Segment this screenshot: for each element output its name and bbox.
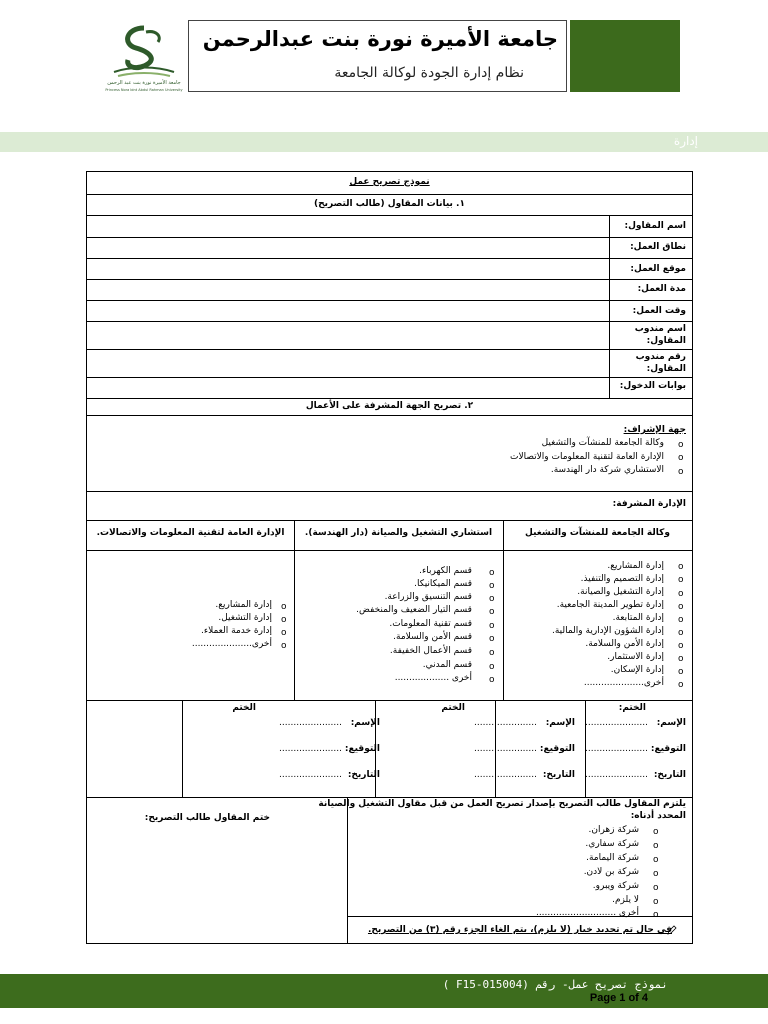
it-item: أخرى..................... xyxy=(191,639,272,649)
bullet-icon: o xyxy=(678,667,684,677)
rep-name-label: اسم مندوب xyxy=(634,324,686,334)
header-title-box xyxy=(188,20,567,92)
bullet-icon: o xyxy=(653,841,659,851)
consultant-item: قسم التنسيق والزراعة. xyxy=(384,592,472,602)
system-subtitle: نظام إدارة الجودة لوكالة الجامعة xyxy=(334,65,524,81)
facilities-item: إدارة التشغيل والصيانة. xyxy=(577,587,664,597)
rep-name-label-2: المقاول: xyxy=(646,336,686,346)
bullet-icon: o xyxy=(281,628,287,638)
date-label-3: التاريخ: xyxy=(347,770,380,780)
sign-label-2: التوقيع: xyxy=(539,744,575,754)
sign-blank-2: ...................... xyxy=(474,744,537,754)
bullet-icon: o xyxy=(489,675,495,685)
it-item: إدارة التشغيل. xyxy=(218,613,272,623)
bullet-icon: o xyxy=(678,654,684,664)
sign-label-3: التوقيع: xyxy=(344,744,380,754)
svg-text:جامعة الأميرة نورة بنت عبد الر: جامعة الأميرة نورة بنت عبد الرحمن xyxy=(107,80,181,86)
it-item: إدارة المشاريع. xyxy=(215,600,272,610)
obligation-text-2: المحدد أدناه: xyxy=(630,811,686,821)
section-2-heading: ٢. تصريح الجهة المشرفة على الأعمال xyxy=(305,401,474,411)
header-brand-block xyxy=(570,20,680,92)
stamp-label-2: الختم xyxy=(441,703,465,713)
bullet-icon: o xyxy=(489,648,495,658)
facilities-item: إدارة الاستثمار. xyxy=(607,652,664,662)
it-item: إدارة خدمة العملاء. xyxy=(201,626,272,636)
facilities-item: إدارة تطوير المدينة الجامعية. xyxy=(556,600,664,610)
stamp-label-3: الختم xyxy=(232,703,256,713)
column-header-consultant: استشاري التشغيل والصيانة (دار الهندسة). xyxy=(304,528,493,538)
operator-option: شركة سفاري. xyxy=(585,839,639,849)
name-label-2: الإسم: xyxy=(545,718,575,728)
operator-option: لا يلزم. xyxy=(612,895,639,905)
name-blank-2: ...................... xyxy=(474,718,537,728)
consultant-item: قسم الأعمال الخفيفة. xyxy=(389,646,472,656)
sign-blank-3: ...................... xyxy=(279,744,342,754)
column-header-facilities: وكالة الجامعة للمنشآت والتشغيل xyxy=(525,528,670,538)
bullet-icon: o xyxy=(678,602,684,612)
bullet-icon: o xyxy=(678,628,684,638)
bullet-icon: o xyxy=(678,562,684,572)
bullet-icon: o xyxy=(489,581,495,591)
work-scope-label: نطاق العمل: xyxy=(630,242,686,252)
facilities-item: إدارة الشؤون الإدارية والمالية. xyxy=(551,626,664,636)
contractor-name-label: اسم المقاول: xyxy=(624,221,686,231)
consultant-item: قسم تقنية المعلومات. xyxy=(389,619,472,629)
sign-blank-1: ...................... xyxy=(585,744,648,754)
facilities-item: إدارة المتابعة. xyxy=(612,613,664,623)
bullet-icon: o xyxy=(653,897,659,907)
rep-number-label-2: المقاول: xyxy=(646,364,686,374)
bullet-icon: o xyxy=(678,589,684,599)
supervision-option: الاستشاري شركة دار الهندسة. xyxy=(550,465,664,475)
bullet-icon: o xyxy=(489,568,495,578)
bullet-icon: o xyxy=(653,869,659,879)
operator-option: شركة اليمامة. xyxy=(586,853,639,863)
operator-option: شركة زهران. xyxy=(588,825,639,835)
bullet-icon: o xyxy=(489,621,495,631)
consultant-item: قسم التيار الضعيف والمنخفض. xyxy=(356,605,472,615)
column-header-it: الإدارة العامة لتقنية المعلومات والاتصالات. xyxy=(96,528,285,538)
consultant-item: قسم الكهرباء. xyxy=(419,566,472,576)
name-blank-1: ...................... xyxy=(585,718,648,728)
bullet-icon: o xyxy=(281,602,287,612)
facilities-item: إدارة التصميم والتنفيذ. xyxy=(580,574,664,584)
bullet-icon: o xyxy=(489,607,495,617)
supervising-dept-label: الإدارة المشرفة: xyxy=(612,499,686,509)
university-logo xyxy=(104,22,184,94)
section-1-heading: ١. بيانات المقاول (طالب التصريح) xyxy=(314,199,465,209)
operator-option: شركة بن لادن. xyxy=(583,867,639,877)
work-permit-form xyxy=(86,171,693,944)
name-label-1: الإسم: xyxy=(656,718,686,728)
facilities-item: أخرى..................... xyxy=(583,678,664,688)
supervision-option: وكالة الجامعة للمنشآت والتشغيل xyxy=(541,438,664,448)
entry-gates-label: بوابات الدخول: xyxy=(619,381,686,391)
bullet-icon: o xyxy=(678,615,684,625)
bullet-icon: o xyxy=(489,634,495,644)
university-name: جامعة الأميرة نورة بنت عبدالرحمن xyxy=(202,27,558,51)
date-label-1: التاريخ: xyxy=(653,770,686,780)
form-reference: نموذج تصريح عمل- رقم (015004-F15 ) xyxy=(442,978,668,991)
form-title: نموذج تصريح عمل xyxy=(349,177,430,187)
date-label-2: التاريخ: xyxy=(542,770,575,780)
consultant-item: قسم الأمن والسلامة. xyxy=(393,632,472,642)
bullet-icon: o xyxy=(678,453,684,463)
name-label-3: الإسم: xyxy=(350,718,380,728)
supervision-option: الإدارة العامة لتقنية المعلومات والاتصالات xyxy=(510,452,664,462)
facilities-item: إدارة المشاريع. xyxy=(607,561,664,571)
consultant-item: قسم الميكانيكا. xyxy=(414,579,472,589)
bullet-icon: o xyxy=(653,855,659,865)
pencil-icon xyxy=(667,925,677,935)
band-label: إدارة xyxy=(673,134,698,148)
sign-label-1: التوقيع: xyxy=(650,744,686,754)
footer-bar xyxy=(0,974,768,1008)
consultant-item: قسم المدني. xyxy=(422,660,472,670)
date-blank-1: ...................... xyxy=(585,770,648,780)
note-text: في حال تم تحديد خيار (لا يلزم)، يتم الغاء الجزء رقم (٣) من التصريح. xyxy=(367,925,672,935)
bullet-icon: o xyxy=(489,594,495,604)
bullet-icon: o xyxy=(653,883,659,893)
bullet-icon: o xyxy=(678,680,684,690)
department-band xyxy=(0,132,768,152)
bullet-icon: o xyxy=(281,641,287,651)
rep-number-label: رقم مندوب xyxy=(635,352,686,362)
contractor-stamp-label: ختم المقاول طالب التصريح: xyxy=(144,813,270,823)
bullet-icon: o xyxy=(678,467,684,477)
work-location-label: موقع العمل: xyxy=(630,264,686,274)
work-time-label: وقت العمل: xyxy=(632,306,686,316)
facilities-item: إدارة الأمن والسلامة. xyxy=(585,639,664,649)
stamp-label-1: الختم: xyxy=(618,703,646,713)
operator-option: أخرى ............................ xyxy=(535,908,639,918)
bullet-icon: o xyxy=(678,440,684,450)
bullet-icon: o xyxy=(653,827,659,837)
facilities-item: إدارة الإسكان. xyxy=(610,665,664,675)
bullet-icon: o xyxy=(678,575,684,585)
date-blank-3: ...................... xyxy=(279,770,342,780)
page-number: Page 1 of 4 xyxy=(589,992,648,1004)
name-blank-3: ...................... xyxy=(279,718,342,728)
bullet-icon: o xyxy=(678,641,684,651)
bullet-icon: o xyxy=(489,662,495,672)
work-duration-label: مدة العمل: xyxy=(637,284,686,294)
obligation-text: يلتزم المقاول طالب التصريح بإصدار تصريح العمل من قبل مقاول التشغيل والصيانة xyxy=(318,799,686,809)
svg-text:Princess Nora bint Abdul Rahma: Princess Nora bint Abdul Rahman University xyxy=(105,88,183,92)
operator-option: شركة ويبرو. xyxy=(592,881,639,891)
consultant-item: أخرى ................... xyxy=(394,673,472,683)
bullet-icon: o xyxy=(653,910,659,920)
bullet-icon: o xyxy=(281,615,287,625)
supervision-label: جهة الإشراف: xyxy=(623,425,686,435)
date-blank-2: ...................... xyxy=(474,770,537,780)
